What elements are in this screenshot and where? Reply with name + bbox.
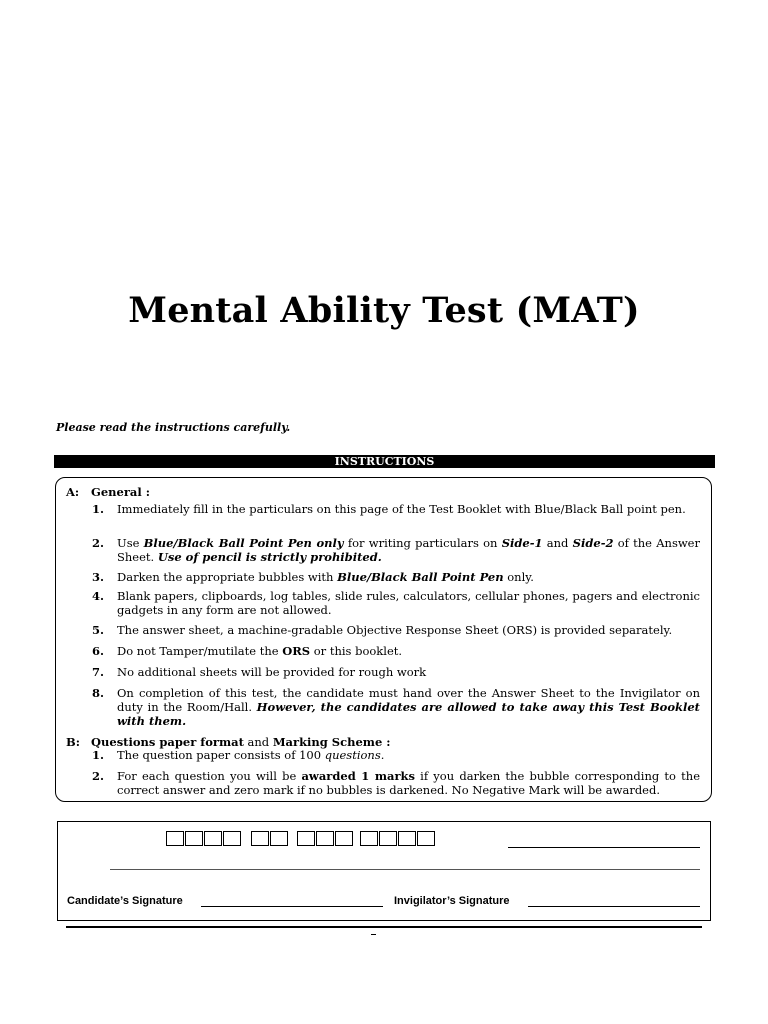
instruction-item bbox=[92, 502, 700, 516]
item-text bbox=[117, 769, 700, 797]
item-text-run: or this booklet. bbox=[310, 644, 403, 658]
item-text-run: Side-1 bbox=[501, 536, 543, 550]
roll-number-group-1 bbox=[166, 831, 242, 846]
roll-number-cell[interactable] bbox=[270, 831, 288, 846]
item-number: 6. bbox=[92, 644, 105, 658]
instruction-item bbox=[92, 570, 700, 584]
instructions-header: INSTRUCTIONS bbox=[54, 455, 715, 468]
page-title: Mental Ability Test (MAT) bbox=[128, 290, 640, 331]
item-text-run: ORS bbox=[282, 644, 311, 658]
item-text bbox=[117, 502, 700, 516]
roll-number-group-4 bbox=[360, 831, 436, 846]
roll-number-cell[interactable] bbox=[297, 831, 315, 846]
item-text bbox=[117, 570, 700, 584]
roll-number-cell[interactable] bbox=[251, 831, 269, 846]
item-number: 5. bbox=[92, 623, 105, 637]
name-blank-line[interactable] bbox=[110, 869, 700, 870]
section-a-heading bbox=[66, 485, 150, 499]
blank-line-top-right[interactable] bbox=[508, 847, 700, 848]
section-b-title-scheme: Marking Scheme : bbox=[272, 735, 391, 749]
item-text-run: Blue/Black Ball Point Pen bbox=[337, 570, 504, 584]
item-text-run: The answer sheet, a machine-gradable Objective Response Sheet (ORS) is provided separately. bbox=[117, 623, 673, 637]
instruction-item bbox=[92, 536, 700, 564]
item-text-run: Side-2 bbox=[572, 536, 614, 550]
section-a-title: General : bbox=[91, 485, 150, 499]
instruction-item bbox=[92, 665, 700, 679]
item-text-run: No additional sheets will be provided for rough work bbox=[117, 665, 427, 679]
item-text-run: However, the candidates are allowed to take away this Test Booklet with them. bbox=[117, 700, 700, 728]
item-text-run: On completion of this test, the candidate must hand over the Answer Sheet to the Invigilator on duty in the Room/Hall. bbox=[117, 686, 700, 714]
item-text bbox=[117, 536, 700, 564]
item-text-run: For each question you will be bbox=[117, 769, 302, 783]
section-b-letter: B: bbox=[66, 735, 80, 749]
roll-number-group-3 bbox=[297, 831, 354, 846]
roll-number-cell[interactable] bbox=[185, 831, 203, 846]
candidate-signature-label: Candidate’s Signature bbox=[67, 895, 183, 907]
item-number: 1. bbox=[92, 502, 105, 516]
item-text-run: The question paper consists of 100 bbox=[117, 748, 325, 762]
item-text-run: Blue/Black Ball Point Pen only bbox=[143, 536, 344, 550]
instruction-item bbox=[92, 769, 700, 797]
item-text-run: Immediately fill in the particulars on this page of the Test Booklet with Blue/Black Ball point pen. bbox=[117, 502, 686, 516]
item-text-run: of the Answer Sheet. bbox=[117, 536, 700, 564]
roll-number-cell[interactable] bbox=[335, 831, 353, 846]
item-text-run: Blank papers, clipboards, log tables, slide rules, calculators, cellular phones, pagers and electronic gadgets in any form are not allowed. bbox=[117, 589, 700, 617]
item-number: 2. bbox=[92, 536, 105, 550]
section-b-title-and: and bbox=[243, 735, 273, 749]
item-text bbox=[117, 623, 700, 637]
item-number: 4. bbox=[92, 589, 105, 603]
roll-number-cell[interactable] bbox=[166, 831, 184, 846]
section-b-heading bbox=[66, 735, 391, 749]
roll-number-cell[interactable] bbox=[398, 831, 416, 846]
item-text-run: and bbox=[542, 536, 573, 550]
item-text-run: for writing particulars on bbox=[343, 536, 502, 550]
item-text-run: only. bbox=[503, 570, 534, 584]
roll-number-cell[interactable] bbox=[417, 831, 435, 846]
item-number: 1. bbox=[92, 748, 105, 762]
roll-number-cell[interactable] bbox=[360, 831, 378, 846]
item-number: 8. bbox=[92, 686, 105, 700]
section-b-title-format: Questions paper format bbox=[91, 735, 244, 749]
roll-number-cell[interactable] bbox=[223, 831, 241, 846]
item-text-run: awarded 1 marks bbox=[301, 769, 415, 783]
item-text bbox=[117, 748, 700, 762]
instruction-item bbox=[92, 644, 700, 658]
section-a-letter: A: bbox=[66, 485, 80, 499]
item-text bbox=[117, 589, 700, 617]
roll-number-cell[interactable] bbox=[204, 831, 222, 846]
item-text-run: Do not Tamper/mutilate the bbox=[117, 644, 283, 658]
instruction-item bbox=[92, 623, 700, 637]
read-instructions-note: Please read the instructions carefully. bbox=[56, 421, 291, 434]
item-text-run: Darken the appropriate bubbles with bbox=[117, 570, 338, 584]
item-text-run: Use bbox=[117, 536, 144, 550]
roll-number-cell[interactable] bbox=[316, 831, 334, 846]
invigilator-signature-line[interactable] bbox=[528, 906, 700, 907]
item-text bbox=[117, 686, 700, 728]
item-number: 3. bbox=[92, 570, 105, 584]
page-marker bbox=[371, 934, 376, 935]
item-text-run: questions. bbox=[324, 748, 385, 762]
item-number: 7. bbox=[92, 665, 105, 679]
invigilator-signature-label: Invigilator’s Signature bbox=[394, 895, 510, 907]
instruction-item bbox=[92, 686, 700, 728]
item-text-run: if you darken the bubble corresponding to the correct answer and zero mark if no bubbles is darkened. No Negative Mark will be awarded. bbox=[117, 769, 700, 797]
instruction-item bbox=[92, 748, 700, 762]
candidate-signature-line[interactable] bbox=[201, 906, 383, 907]
item-number: 2. bbox=[92, 769, 105, 783]
item-text-run: Use of pencil is strictly prohibited. bbox=[157, 550, 382, 564]
footer-rule bbox=[66, 926, 702, 928]
roll-number-cell[interactable] bbox=[379, 831, 397, 846]
item-text bbox=[117, 665, 700, 679]
item-text bbox=[117, 644, 700, 658]
instruction-item bbox=[92, 589, 700, 617]
roll-number-group-2 bbox=[251, 831, 289, 846]
